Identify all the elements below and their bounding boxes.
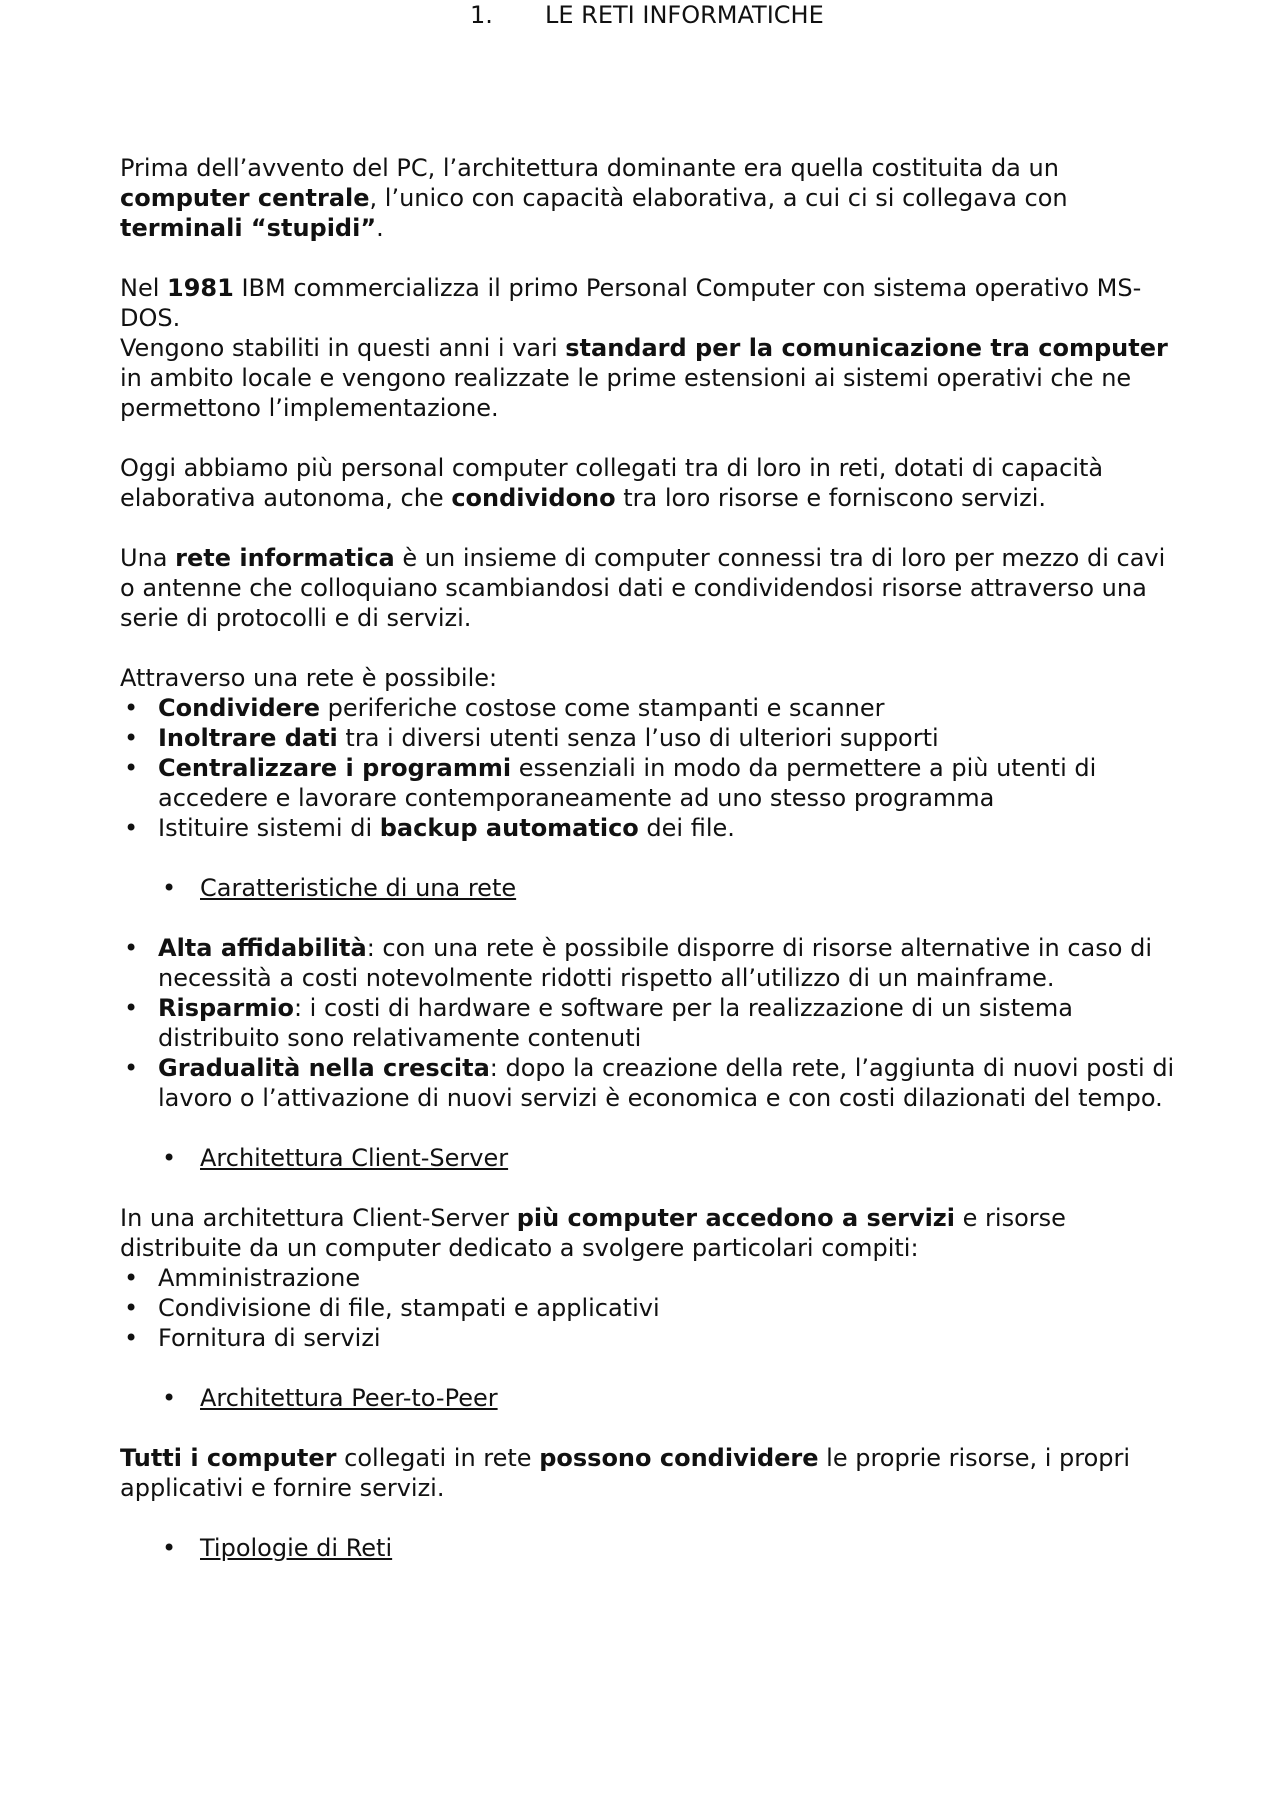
text: Condivisione di file, stampati e applicativi [158, 1294, 660, 1322]
paragraph-definition [120, 543, 1180, 633]
bold-text: rete informatica [175, 544, 395, 572]
section-title: Caratteristiche di una rete [200, 874, 517, 902]
bold-text: 1981 [167, 274, 234, 302]
paragraph-standards [120, 333, 1180, 423]
text: Amministrazione [158, 1264, 361, 1292]
text: periferiche costose come stampanti e scanner [320, 694, 885, 722]
text: Fornitura di servizi [158, 1324, 381, 1352]
section-heading-peer-to-peer [120, 1383, 1180, 1413]
text: IBM commercializza il primo Personal Computer con sistema operativo MS-DOS. [120, 274, 1142, 332]
bold-text: Alta affidabilità [158, 934, 367, 962]
text: essenziali in modo da permettere a più utenti di accedere e lavorare contemporaneamente ad uno stesso programma [158, 754, 1097, 812]
list-item [120, 1323, 1180, 1353]
bullet-icon: • [162, 1384, 177, 1412]
features-list [120, 933, 1180, 1113]
possibilities-list [120, 693, 1180, 843]
list-item [120, 1263, 1180, 1293]
bullet-icon: • [124, 814, 139, 842]
bullet-icon: • [124, 994, 139, 1022]
bold-text: Tutti i computer [120, 1444, 337, 1472]
paragraph-possibilities: Attraverso una rete è possibile: [120, 664, 498, 692]
paragraph-1981 [120, 273, 1180, 333]
section-heading-client-server [120, 1143, 1180, 1173]
text: In una architettura Client-Server [120, 1204, 517, 1232]
paragraph-client-server [120, 1203, 1180, 1263]
bullet-icon: • [124, 1054, 139, 1082]
bold-text: Inoltrare dati [158, 724, 338, 752]
section-title: Tipologie di Reti [200, 1534, 393, 1562]
text: e risorse distribuite da un computer dedicato a svolgere particolari compiti: [120, 1204, 1066, 1262]
text: collegati in rete [336, 1444, 540, 1472]
list-item [120, 993, 1180, 1053]
list-item [120, 753, 1180, 813]
section-heading-tipologie [120, 1533, 1180, 1563]
text: tra i diversi utenti senza l’uso di ulteriori supporti [337, 724, 939, 752]
text: Istituire sistemi di [158, 814, 380, 842]
text: tra loro risorse e forniscono servizi. [615, 484, 1047, 512]
list-item [120, 1293, 1180, 1323]
bold-text: computer centrale [120, 184, 370, 212]
bullet-icon: • [162, 1144, 177, 1172]
server-tasks-list [120, 1263, 1180, 1353]
bold-text: più computer accedono a servizi [516, 1204, 956, 1232]
bullet-icon: • [162, 1534, 177, 1562]
bold-text: Condividere [158, 694, 321, 722]
text: , l’unico con capacità elaborativa, a cui ci si collegava con [369, 184, 1068, 212]
bullet-icon: • [162, 874, 177, 902]
page-title [470, 0, 824, 30]
bullet-icon: • [124, 1264, 139, 1292]
text: : i costi di hardware e software per la realizzazione di un sistema distribuito sono relativamente contenuti [158, 994, 1073, 1052]
text: Nel [120, 274, 168, 302]
text: : con una rete è possibile disporre di risorse alternative in caso di necessità a costi notevolmente ridotti rispetto all’utilizzo di un mainframe. [158, 934, 1152, 992]
bullet-icon: • [124, 1294, 139, 1322]
bullet-icon: • [124, 1324, 139, 1352]
paragraph-intro [120, 153, 1180, 243]
section-title: Architettura Peer-to-Peer [200, 1384, 498, 1412]
bold-text: condividono [451, 484, 616, 512]
list-item [120, 933, 1180, 993]
section-heading-caratteristiche [120, 873, 1180, 903]
text: in ambito locale e vengono realizzate le prime estensioni ai sistemi operativi che ne permettono l’implementazione. [120, 364, 1132, 422]
text: Oggi abbiamo più personal computer collegati tra di loro in reti, dotati di capacità elaborativa autonoma, che [120, 454, 1104, 512]
text: Una [120, 544, 176, 572]
text: : dopo la creazione della rete, l’aggiunta di nuovi posti di lavoro o l’attivazione di nuovi servizi è economica e con costi dilazionati del tempo. [158, 1054, 1175, 1112]
list-item [120, 813, 1180, 843]
bullet-icon: • [124, 754, 139, 782]
document-body [120, 153, 1180, 1563]
bullet-icon: • [124, 934, 139, 962]
bold-text: Risparmio [158, 994, 294, 1022]
list-item [120, 723, 1180, 753]
bullet-icon: • [124, 694, 139, 722]
bold-text: possono condividere [539, 1444, 819, 1472]
paragraph-peer-to-peer [120, 1443, 1180, 1503]
bold-text: Gradualità nella crescita [158, 1054, 490, 1082]
text: le proprie risorse, i propri applicativi e fornire servizi. [120, 1444, 1131, 1502]
bold-text: standard per la comunicazione tra computer [565, 334, 1168, 362]
heading-title: LE RETI INFORMATICHE [545, 1, 824, 29]
bold-text: terminali “stupidi” [120, 214, 377, 242]
heading-number: 1. [470, 1, 493, 29]
text: . [376, 214, 384, 242]
bullet-icon: • [124, 724, 139, 752]
text: Vengono stabiliti in questi anni i vari [120, 334, 566, 362]
text: Prima dell’avvento del PC, l’architettura dominante era quella costituita da un [120, 154, 1059, 182]
list-item [120, 1053, 1180, 1113]
section-title: Architettura Client-Server [200, 1144, 509, 1172]
paragraph-today [120, 453, 1180, 513]
list-item [120, 693, 1180, 723]
text: è un insieme di computer connessi tra di loro per mezzo di cavi o antenne che colloquiano scambiandosi dati e condividendosi risorse attraverso una serie di protocolli e di servizi. [120, 544, 1166, 632]
bold-text: backup automatico [379, 814, 639, 842]
bold-text: Centralizzare i programmi [158, 754, 512, 782]
text: dei file. [638, 814, 735, 842]
